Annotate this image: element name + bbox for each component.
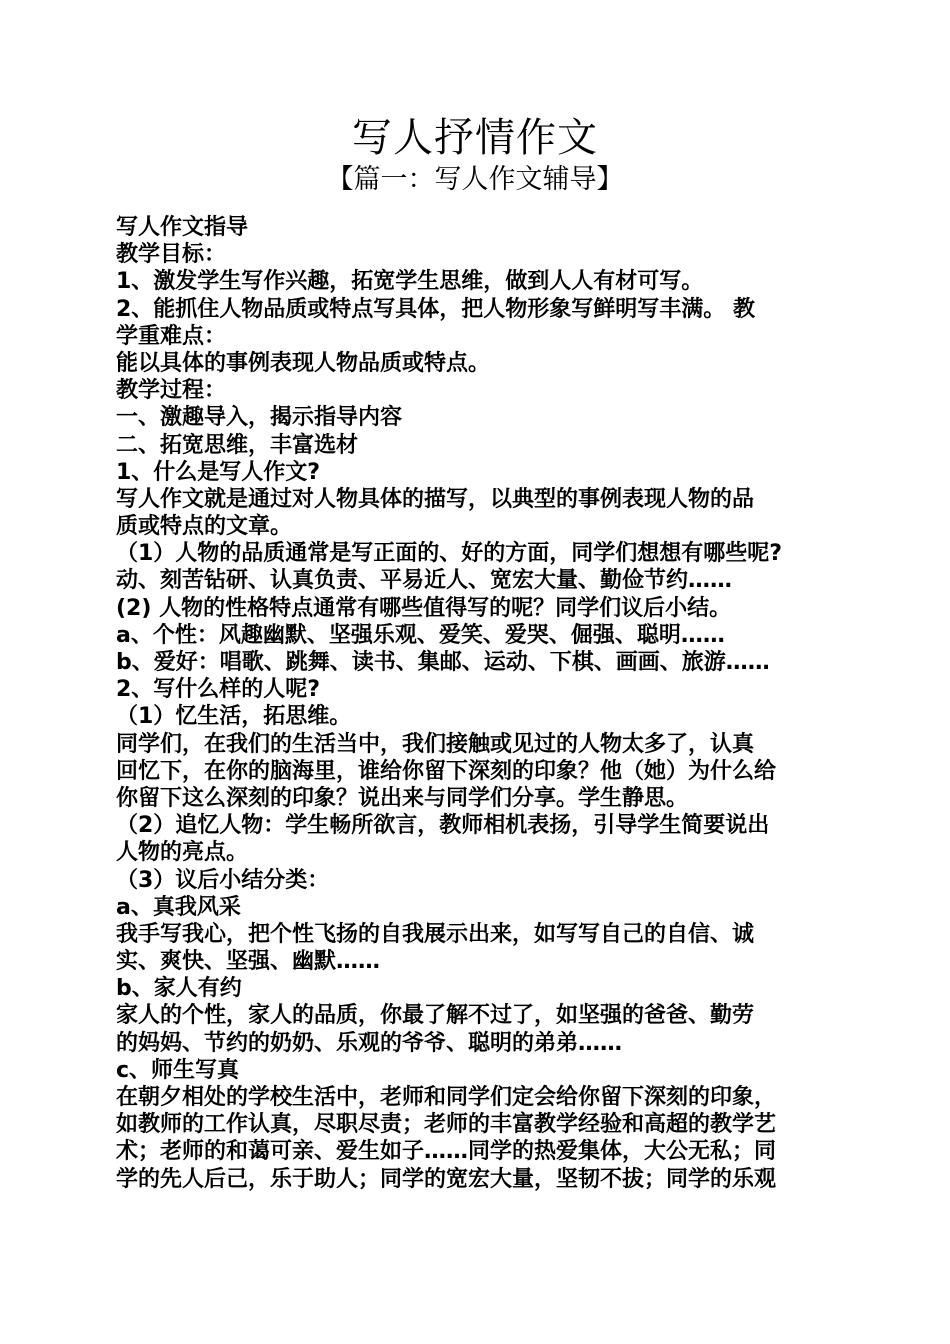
body-line: 1、什么是写人作文? [116,459,321,485]
body-line: 能以具体的事例表现人物品质或特点。 [116,350,491,376]
body-line: 学的先人后己，乐于助人；同学的宽宏大量，坚韧不拔；同学的乐观 [116,1166,777,1192]
body-line: 在朝夕相处的学校生活中，老师和同学们定会给你留下深刻的印象， [116,1085,777,1110]
body-line: 1、激发学生写作兴趣，拓宽学生思维，做到人人有材可写。 [116,269,704,295]
body-line: 教学目标： [116,242,227,268]
body-line: 你留下这么深刻的印象？说出来与同学们分享。学生静思。 [116,785,689,811]
body-line: 人物的亮点。 [116,840,249,866]
body-line: 二、拓宽思维，丰富选材 [116,432,359,458]
body-line: （2）追忆人物：学生畅所欲言，教师相机表扬，引导学生简要说出 [116,813,770,839]
document-body [116,214,846,1193]
body-line: 实、爽快、坚强、幽默…… [116,949,381,975]
body-line: a、真我风采 [116,894,241,920]
body-line: 回忆下，在你的脑海里，谁给你留下深刻的印象？他（她）为什么给 [116,758,777,784]
body-line: 的妈妈、节约的奶奶、乐观的爷爷、聪明的弟弟…… [116,1030,623,1056]
body-line: 家人的个性，家人的品质，你最了解不过了，如坚强的爸爸、勤劳 [116,1003,755,1029]
body-line: 写人作文就是通过对人物具体的描写，以典型的事例表现人物的品 [116,486,755,512]
body-line: 一、激趣导入，揭示指导内容 [116,405,403,431]
body-line: 教学过程： [116,378,227,404]
body-line: a、个性：风趣幽默、坚强乐观、爱笑、爱哭、倔强、聪明…… [116,622,725,648]
body-line: 写人作文指导 [116,215,249,240]
body-line: 质或特点的文章。 [116,514,293,540]
body-line: 术；老师的和蔼可亲、爱生如子……同学的热爱集体，大公无私；同 [116,1139,777,1165]
document-subtitle: 【篇一：写人作文辅导】 [326,164,624,195]
body-line: （1）人物的品质通常是写正面的、好的方面，同学们想想有哪些呢? [116,541,783,567]
body-line: 动、刻苦钻研、认真负责、平易近人、宽宏大量、勤俭节约…… [116,568,733,594]
body-line: 我手写我心，把个性飞扬的自我展示出来，如写写自己的自信、诚 [116,921,755,947]
body-line: 学重难点： [116,323,227,349]
body-line: (2) 人物的性格特点通常有哪些值得写的呢？同学们议后小结。 [116,595,732,621]
body-line: 如教师的工作认真，尽职尽责；老师的丰富教学经验和高超的教学艺 [116,1112,777,1138]
body-line: （1）忆生活，拓思维。 [116,704,352,730]
body-line: （3）议后小结分类： [116,867,330,893]
body-line: 2、写什么样的人呢? [116,677,321,703]
body-line: b、家人有约 [116,976,242,1002]
body-line: c、师生写真 [116,1057,240,1083]
body-line: 同学们，在我们的生活当中，我们接触或见过的人物太多了，认真 [116,731,755,757]
body-line: 2、能抓住人物品质或特点写具体，把人物形象写鲜明写丰满。 教 [116,296,755,322]
document-title: 写人抒情作文 [352,115,598,161]
body-line: b、爱好：唱歌、跳舞、读书、集邮、运动、下棋、画画、旅游…… [116,650,770,675]
